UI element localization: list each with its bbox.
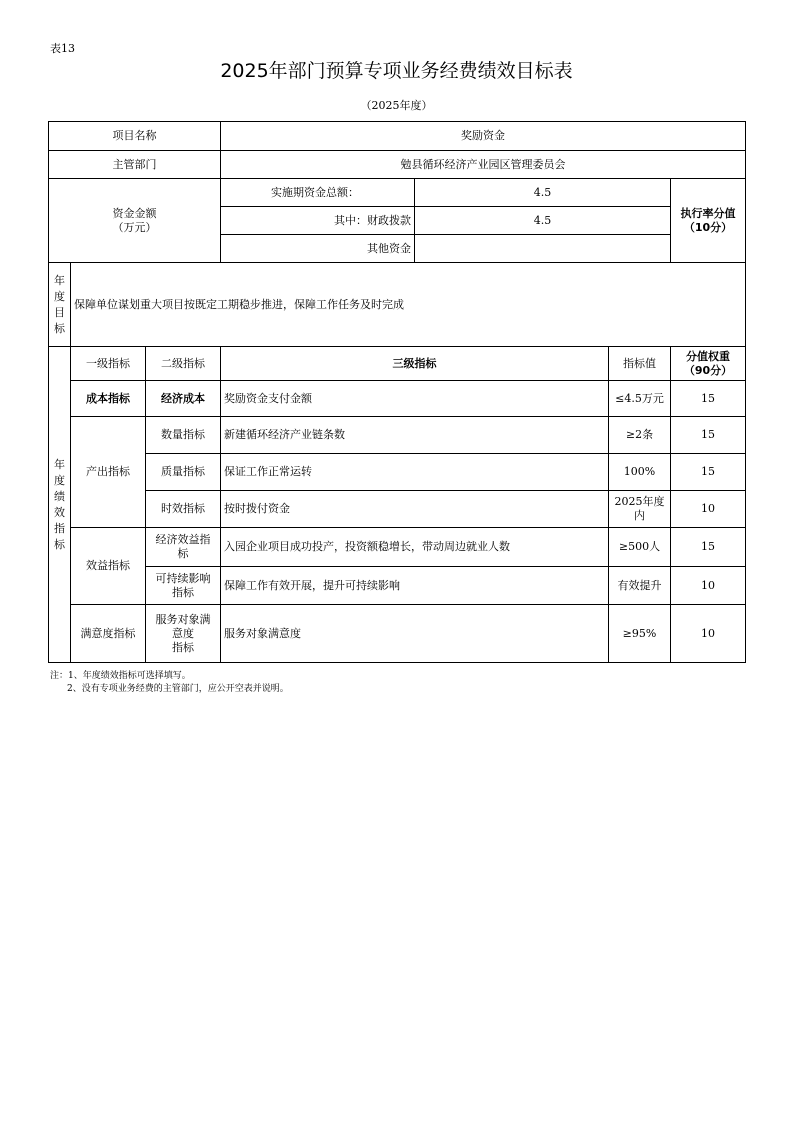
output-quality-weight: 15	[671, 454, 746, 491]
funds-other-label: 其他资金	[221, 235, 415, 263]
output-quantity-row	[49, 417, 746, 454]
footnote-2: 2、没有专项业务经费的主管部门，应公开空表并说明。	[67, 684, 289, 694]
funds-fiscal-value: 4.5	[415, 207, 671, 235]
table-number: 表13	[50, 42, 75, 55]
benefit-economic-row	[49, 528, 746, 567]
cost-weight: 15	[671, 381, 746, 417]
department-label: 主管部门	[49, 151, 221, 179]
satisfaction-row	[49, 605, 746, 663]
level3-header: 三级指标	[221, 347, 609, 381]
department-row	[49, 151, 746, 179]
output-timeliness-weight: 10	[671, 491, 746, 528]
footnote-1: 注：1、年度绩效指标可选择填写。	[50, 671, 191, 681]
output-quality-row	[49, 454, 746, 491]
cost-level2: 经济成本	[146, 381, 221, 417]
cost-level3: 奖励资金支付金额	[221, 381, 609, 417]
output-timeliness-level3: 按时拨付资金	[221, 491, 609, 528]
performance-goal-table	[48, 121, 746, 663]
funds-other-value	[415, 235, 671, 263]
funds-total-row	[49, 179, 746, 207]
output-quantity-level3: 新建循环经济产业链条数	[221, 417, 609, 454]
project-name-label: 项目名称	[49, 122, 221, 151]
benefit-sustainable-level2: 可持续影响 指标	[146, 567, 221, 605]
annual-goal-text: 保障单位谋划重大项目按既定工期稳步推进，保障工作任务及时完成	[71, 263, 746, 347]
page-subtitle: （2025年度）	[360, 99, 433, 112]
output-timeliness-row	[49, 491, 746, 528]
cost-value: ≤4.5万元	[609, 381, 671, 417]
weight-header: 分值权重 （90分）	[671, 347, 746, 381]
indicator-section-label: 年 度 绩 效 指 标	[49, 347, 71, 663]
footnotes	[50, 670, 289, 696]
output-quantity-level2: 数量指标	[146, 417, 221, 454]
output-quality-level2: 质量指标	[146, 454, 221, 491]
indicator-value-header: 指标值	[609, 347, 671, 381]
satisfaction-level1: 满意度指标	[71, 605, 146, 663]
level1-header: 一级指标	[71, 347, 146, 381]
benefit-sustainable-weight: 10	[671, 567, 746, 605]
output-quantity-value: ≥2条	[609, 417, 671, 454]
indicator-header-row	[49, 347, 746, 381]
annual-goal-label: 年 度 目 标	[49, 263, 71, 347]
output-quantity-weight: 15	[671, 417, 746, 454]
satisfaction-value: ≥95%	[609, 605, 671, 663]
satisfaction-level2: 服务对象满 意度 指标	[146, 605, 221, 663]
satisfaction-level3: 服务对象满意度	[221, 605, 609, 663]
cost-level1: 成本指标	[71, 381, 146, 417]
benefit-economic-weight: 15	[671, 528, 746, 567]
annual-goal-row	[49, 263, 746, 347]
output-level1: 产出指标	[71, 417, 146, 528]
benefit-economic-value: ≥500人	[609, 528, 671, 567]
project-name-value: 奖励资金	[221, 122, 746, 151]
benefit-economic-level3: 入园企业项目成功投产，投资额稳增长，带动周边就业人数	[221, 528, 609, 567]
funds-fiscal-label: 其中：财政拨款	[221, 207, 415, 235]
funds-label: 资金金额 （万元）	[49, 179, 221, 263]
page-title: 2025年部门预算专项业务经费绩效目标表	[220, 60, 573, 82]
benefit-economic-level2: 经济效益指 标	[146, 528, 221, 567]
benefit-sustainable-row	[49, 567, 746, 605]
benefit-sustainable-value: 有效提升	[609, 567, 671, 605]
output-timeliness-level2: 时效指标	[146, 491, 221, 528]
satisfaction-weight: 10	[671, 605, 746, 663]
funds-total-label: 实施期资金总额：	[221, 179, 415, 207]
execution-rate-label: 执行率分值 （10分）	[671, 179, 746, 263]
output-quality-level3: 保证工作正常运转	[221, 454, 609, 491]
project-name-row	[49, 122, 746, 151]
cost-indicator-row	[49, 381, 746, 417]
output-timeliness-value: 2025年度 内	[609, 491, 671, 528]
level2-header: 二级指标	[146, 347, 221, 381]
funds-total-value: 4.5	[415, 179, 671, 207]
department-value: 勉县循环经济产业园区管理委员会	[221, 151, 746, 179]
benefit-level1: 效益指标	[71, 528, 146, 605]
output-quality-value: 100%	[609, 454, 671, 491]
benefit-sustainable-level3: 保障工作有效开展，提升可持续影响	[221, 567, 609, 605]
